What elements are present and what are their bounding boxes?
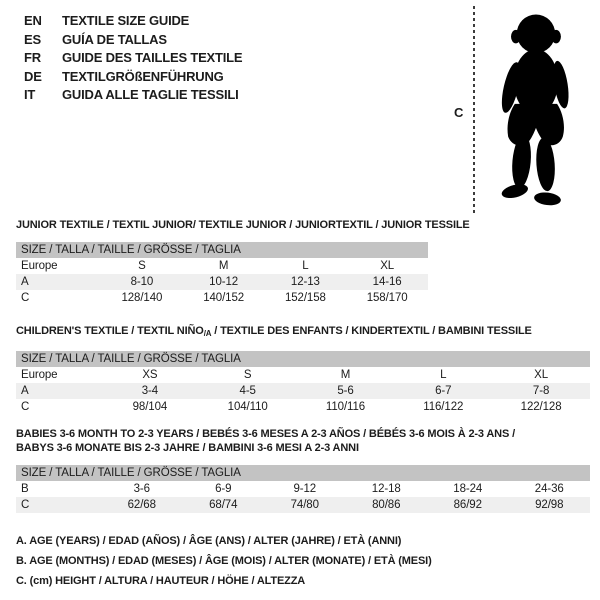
size-cell: 158/170 — [366, 292, 408, 304]
heading-subscript: /A — [203, 329, 212, 338]
language-title: GUIDA ALLE TAGLIE TESSILI — [62, 87, 239, 102]
table-row — [16, 274, 428, 290]
size-cell: 14-16 — [372, 276, 402, 288]
legend-line-a: A. AGE (YEARS) / EDAD (AÑOS) / ÂGE (ANS) / ALTER (JAHRE) / ETÀ (ANNI) — [16, 535, 402, 547]
size-cell: 9-12 — [293, 483, 317, 495]
size-cell: S — [138, 260, 146, 272]
row-label: C — [21, 292, 30, 304]
size-cell: 3-6 — [133, 483, 150, 495]
language-row-fr — [24, 49, 242, 68]
size-cell: 8-10 — [130, 276, 154, 288]
language-row-es — [24, 31, 242, 50]
size-cell: 128/140 — [121, 292, 163, 304]
row-label: C — [21, 499, 30, 511]
size-cell: 92/98 — [535, 499, 564, 511]
heading-line-1: BABIES 3-6 MONTH TO 2-3 YEARS / BEBÉS 3-6 MESES A 2-3 AÑOS / BÉBÉS 3-6 MOIS À 2-3 ANS / — [16, 428, 515, 440]
size-bar: SIZE / TALLA / TAILLE / GRÖSSE / TAGLIA — [16, 242, 428, 258]
row-label: B — [21, 483, 29, 495]
size-cell: 6-7 — [435, 385, 452, 397]
table-row — [16, 399, 590, 415]
language-row-de — [24, 68, 242, 87]
size-cell: XL — [380, 260, 395, 272]
childrens-textile-table — [16, 367, 590, 415]
table-row — [16, 258, 428, 274]
childrens-textile-section — [16, 324, 590, 415]
legend-line-b: B. AGE (MONTHS) / EDAD (MESES) / ÂGE (MOIS) / ALTER (MONATE) / ETÀ (MESI) — [16, 555, 432, 567]
language-code: FR — [24, 50, 41, 65]
table-row — [16, 497, 590, 513]
babies-textile-heading — [16, 427, 590, 455]
language-title: GUÍA DE TALLAS — [62, 31, 167, 47]
size-cell: 10-12 — [209, 276, 239, 288]
size-cell: 74/80 — [290, 499, 319, 511]
size-cell: 12-18 — [371, 483, 401, 495]
language-code: EN — [24, 13, 42, 28]
baby-silhouette-icon — [487, 8, 583, 215]
size-cell: XS — [142, 369, 158, 381]
babies-textile-table — [16, 481, 590, 513]
junior-textile-section — [16, 218, 470, 306]
heading-text: / TEXTILE DES ENFANTS / KINDERTEXTIL / BAMBINI TESSILE — [211, 325, 532, 337]
size-cell: L — [302, 260, 309, 272]
table-row — [16, 383, 590, 399]
size-cell: 18-24 — [453, 483, 483, 495]
heading-text: CHILDREN'S TEXTILE / TEXTIL NIÑO — [16, 325, 204, 337]
height-measure-line — [473, 6, 475, 213]
babies-textile-section — [16, 427, 590, 513]
row-label: C — [21, 401, 30, 413]
size-cell: 62/68 — [127, 499, 156, 511]
language-row-en — [24, 12, 242, 31]
language-title: TEXTILGRÖßENFÜHRUNG — [62, 68, 224, 84]
row-label: A — [21, 385, 29, 397]
size-cell: 12-13 — [290, 276, 320, 288]
size-cell: 140/152 — [203, 292, 245, 304]
size-cell: M — [218, 260, 229, 272]
size-cell: L — [440, 369, 447, 381]
row-label: Europe — [21, 369, 58, 381]
size-cell: 86/92 — [453, 499, 482, 511]
size-cell: 5-6 — [337, 385, 354, 397]
language-title: GUIDE DES TAILLES TEXTILE — [62, 50, 243, 65]
size-cell: M — [340, 369, 351, 381]
junior-textile-heading: JUNIOR TEXTILE / TEXTIL JUNIOR/ TEXTILE JUNIOR / JUNIORTEXTIL / JUNIOR TESSILE — [16, 219, 470, 231]
size-bar: SIZE / TALLA / TAILLE / GRÖSSE / TAGLIA — [16, 351, 590, 367]
size-cell: 104/110 — [227, 401, 268, 413]
size-cell: 116/122 — [423, 401, 464, 413]
size-cell: S — [243, 369, 252, 381]
table-row — [16, 367, 590, 383]
legend-line-c: C. (cm) HEIGHT / ALTURA / HAUTEUR / HÖHE / ALTEZZA — [16, 575, 306, 587]
language-code: IT — [24, 87, 36, 102]
language-code: ES — [24, 31, 41, 47]
row-label: Europe — [21, 260, 58, 272]
size-cell: 7-8 — [532, 385, 550, 397]
size-bar: SIZE / TALLA / TAILLE / GRÖSSE / TAGLIA — [16, 465, 590, 481]
size-cell: 24-36 — [534, 483, 564, 495]
table-row — [16, 290, 428, 306]
language-title: TEXTILE SIZE GUIDE — [62, 13, 190, 28]
size-cell: 152/158 — [284, 292, 326, 304]
size-cell: 80/86 — [372, 499, 401, 511]
size-cell: 98/104 — [132, 401, 168, 413]
measure-legend — [16, 531, 432, 591]
size-cell: 3-4 — [141, 385, 159, 397]
junior-textile-table — [16, 258, 428, 306]
language-code: DE — [24, 68, 42, 84]
language-row-it — [24, 86, 242, 105]
size-cell: XL — [534, 369, 549, 381]
size-cell: 6-9 — [215, 483, 232, 495]
table-row — [16, 481, 590, 497]
heading-line-2: BABYS 3-6 MONATE BIS 2-3 JAHRE / BAMBINI 3-6 MESI A 2-3 ANNI — [16, 442, 359, 454]
size-cell: 122/128 — [520, 401, 562, 413]
size-cell: 110/116 — [325, 401, 366, 413]
childrens-textile-heading — [16, 324, 590, 341]
size-cell: 68/74 — [209, 499, 238, 511]
row-label: A — [21, 276, 29, 288]
language-title-list — [24, 12, 242, 105]
size-cell: 4-5 — [239, 385, 256, 397]
height-measure-label: C — [454, 105, 464, 120]
